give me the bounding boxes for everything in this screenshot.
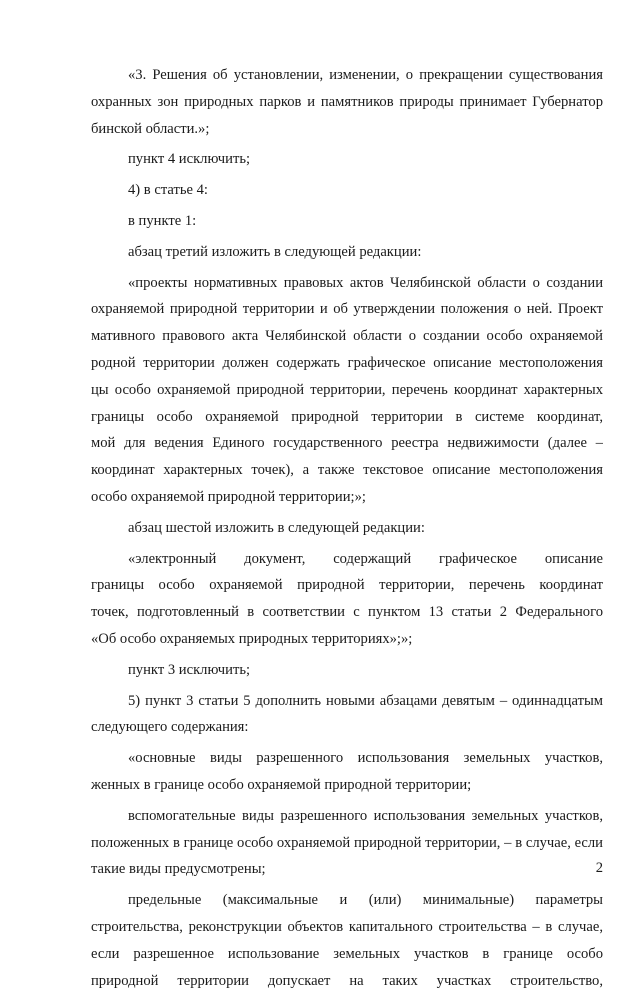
text-line: следующего содержания: <box>91 714 603 741</box>
text-line: мативного правового акта Челябинской области о создании особо охраняемой <box>91 323 603 350</box>
text-line: «основные виды разрешенного использования земельных участков, <box>91 745 603 772</box>
text-line: «Об особо охраняемых природных территориях»;»; <box>91 626 603 653</box>
document-text-body <box>91 62 603 994</box>
text-line: пункт 4 исключить; <box>91 146 603 173</box>
text-line: мой для ведения Единого государственного реестра недвижимости (далее – <box>91 430 603 457</box>
text-line: цы особо охраняемой природной территории, перечень координат характерных <box>91 377 603 404</box>
text-line: точек, подготовленный в соответствии с пунктом 13 статьи 2 Федерального <box>91 599 603 626</box>
text-line: предельные (максимальные и (или) минимальные) параметры <box>91 887 603 914</box>
text-line: абзац третий изложить в следующей редакции: <box>91 239 603 266</box>
text-line: строительства, реконструкции объектов капитального строительства – в случае, <box>91 914 603 941</box>
text-line: охраняемой природной территории и об утверждении положения о ней. Проект <box>91 296 603 323</box>
page-number: 2 <box>596 858 603 878</box>
text-line: «проекты нормативных правовых актов Челябинской области о создании <box>91 270 603 297</box>
text-line: вспомогательные виды разрешенного использования земельных участков, <box>91 803 603 830</box>
text-line: «3. Решения об установлении, изменении, о прекращении существования <box>91 62 603 89</box>
text-line: границы особо охраняемой природной территории в системе координат, <box>91 404 603 431</box>
text-line: 4) в статье 4: <box>91 177 603 204</box>
text-line: положенных в границе особо охраняемой природной территории, – в случае, если <box>91 830 603 857</box>
text-line: бинской области.»; <box>91 116 603 143</box>
text-line: в пункте 1: <box>91 208 603 235</box>
text-line: женных в границе особо охраняемой природной территории; <box>91 772 603 799</box>
text-line: координат характерных точек), а также текстовое описание местоположения <box>91 457 603 484</box>
text-line: такие виды предусмотрены; <box>91 856 603 883</box>
text-line: пункт 3 исключить; <box>91 657 603 684</box>
text-line: «электронный документ, содержащий графическое описание <box>91 546 603 573</box>
text-line: границы особо охраняемой природной территории, перечень координат <box>91 572 603 599</box>
text-line: 5) пункт 3 статьи 5 дополнить новыми абзацами девятым – одиннадцатым <box>91 688 603 715</box>
text-line: абзац шестой изложить в следующей редакции: <box>91 515 603 542</box>
text-line: особо охраняемой природной территории;»; <box>91 484 603 511</box>
text-line: родной территории должен содержать графическое описание местоположения <box>91 350 603 377</box>
text-line: природной территории допускает на таких участках строительство, <box>91 968 603 994</box>
text-line: если разрешенное использование земельных участков в границе особо <box>91 941 603 968</box>
text-line: охранных зон природных парков и памятников природы принимает Губернатор <box>91 89 603 116</box>
